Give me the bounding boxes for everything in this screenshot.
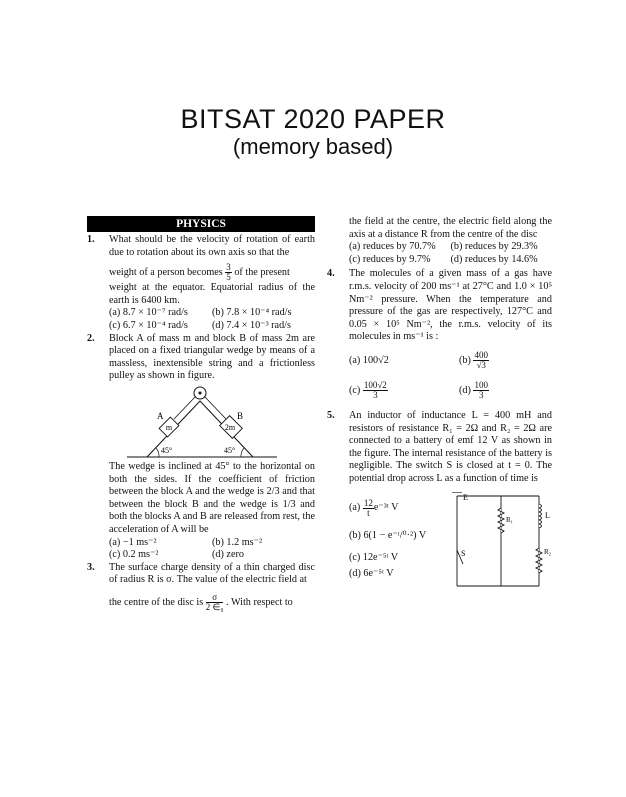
resistor-r1 [498, 508, 504, 533]
numerator: 3 [226, 262, 231, 273]
fraction [363, 499, 374, 518]
option-b[interactable] [419, 351, 552, 370]
inductor-label: L [545, 510, 550, 520]
option-row [349, 346, 552, 376]
option-value: 100√2 [362, 354, 389, 366]
angle-left-label: 45° [161, 445, 173, 455]
question-2 [87, 333, 315, 383]
question-text: What should be the velocity of rotation of earth due to rotation about its own axis so that the [109, 234, 315, 258]
right-column [327, 216, 552, 592]
denominator: 3 [478, 390, 484, 401]
block-b-label: B [237, 410, 244, 421]
question-number: 2. [87, 332, 95, 344]
resistor-r2 [536, 548, 542, 573]
options [109, 537, 315, 562]
angle-arc-right [241, 448, 244, 457]
option-d[interactable]: (d) 6e⁻⁵ᵗ V [349, 567, 394, 579]
option-label: (b) [349, 530, 361, 542]
question-text: the field at the centre, the electric field along the axis at a distance R from the centre of the disc [349, 216, 552, 240]
question-1 [87, 234, 315, 333]
option[interactable]: (b) 1.2 ms⁻² [212, 536, 263, 548]
option-c[interactable]: (c) 12e⁻⁵ᵗ V [349, 551, 399, 563]
paper-subtitle: (memory based) [232, 134, 394, 159]
option[interactable]: (b) reduces by 29.3% [450, 241, 538, 253]
option-label: (d) [459, 385, 471, 397]
option-c[interactable] [349, 381, 419, 400]
denominator: 5 [226, 272, 231, 283]
fraction [363, 381, 388, 400]
numerator: σ [206, 593, 224, 603]
wedge-pulley-figure [87, 383, 315, 461]
question-3-continued [327, 216, 552, 266]
angle-arc-left [156, 448, 159, 457]
question-number: 3. [87, 561, 95, 573]
fraction [225, 263, 232, 282]
option-value: 6(1 − e⁻ᵗ/⁰·²) V [363, 530, 427, 542]
inductor-coil [539, 504, 542, 528]
r1-label: R₁ [506, 515, 514, 524]
question-number: 5. [327, 409, 335, 421]
question-text: . With respect to [226, 596, 293, 608]
r2-label: R₂ [544, 547, 552, 556]
question-text-line [109, 263, 315, 282]
denominator: t [367, 508, 370, 518]
left-column [87, 216, 315, 612]
pulley-axle [199, 391, 202, 394]
question-5 [327, 410, 552, 592]
string-left [174, 397, 195, 419]
denominator: √3 [476, 360, 486, 371]
numerator: 100√2 [363, 380, 387, 391]
mass-b-label: 2m [224, 422, 236, 432]
numerator: 12 [363, 498, 373, 508]
question-number: 1. [87, 234, 95, 245]
option-label: (a) [349, 502, 361, 514]
option[interactable]: (c) 0.2 ms⁻² [109, 549, 159, 561]
options [109, 307, 315, 332]
option-a[interactable] [349, 496, 449, 522]
option[interactable]: (a) −1 ms⁻² [109, 536, 157, 548]
options [349, 241, 552, 266]
question-text: Block A of mass m and block B of mass 2m are placed on a fixed triangular wedge by means of a massless, inextensible string and a frictionless pulley as shown in figure. [109, 332, 315, 382]
denominator: 3 [373, 390, 378, 401]
question-number: 4. [327, 268, 335, 280]
question-text: The surface charge density of a thin charged disc of radius R is σ. The value of the electric field at [109, 561, 315, 586]
fraction [473, 381, 489, 400]
question-text: weight of a person becomes [109, 267, 223, 279]
denominator: 2 ∈₀ [205, 601, 224, 612]
option-label: (c) [349, 385, 361, 397]
question-text: The molecules of a given mass of a gas have r.m.s. velocity of 200 ms⁻¹ at 27°C and 1.0 × 10⁵ Nm⁻² pressure. When the temperature and pressure of the gas are respectively, 127°C and 0.05 × 10⁵ Nm⁻², the r.m.s. velocity of its molecules in ms⁻¹ is : [349, 268, 552, 343]
switch-label: S [461, 548, 466, 558]
option[interactable]: (b) 7.8 × 10⁻⁴ rad/s [212, 307, 292, 319]
fraction [473, 351, 489, 370]
q5-options [349, 496, 449, 581]
question-2-continued [87, 461, 315, 562]
fraction [206, 593, 224, 612]
numerator: 100 [474, 380, 488, 391]
question-text: The wedge is inclined at 45° to the horizontal on both the sides. If the coefficient of friction between the block A and the wedge is 2/3 and that between the block B and the wedge is 1/3 and both the blocks A and B are released from rest, the acceleration of A will be [109, 460, 315, 535]
angle-right-label: 45° [224, 445, 236, 455]
option[interactable]: (d) 7.4 × 10⁻³ rad/s [212, 319, 291, 331]
string-right [205, 397, 226, 419]
option[interactable]: (c) 6.7 × 10⁻⁴ rad/s [109, 319, 188, 331]
option-value: e⁻³ᵗ V [373, 502, 399, 514]
question-text: the centre of the disc is [109, 596, 204, 608]
section-heading: PHYSICS [87, 216, 315, 232]
lr-circuit-figure [449, 492, 555, 590]
q5-options-and-figure [349, 492, 552, 592]
battery-label: E [463, 492, 468, 502]
paper-title: BITSAT 2020 PAPER [180, 104, 446, 134]
question-4 [327, 268, 552, 406]
numerator: 400 [474, 350, 488, 361]
block-a-label: A [157, 410, 164, 421]
option[interactable]: (a) 8.7 × 10⁻⁷ rad/s [109, 307, 188, 319]
option-label: (a) [349, 354, 361, 366]
option-a[interactable] [349, 355, 419, 368]
option[interactable]: (c) reduces by 9.7% [349, 253, 431, 265]
mass-a-label: m [165, 422, 173, 432]
question-3 [87, 562, 315, 612]
option-row [349, 376, 552, 406]
option-b[interactable] [349, 522, 449, 552]
option-d[interactable] [419, 381, 552, 400]
option[interactable]: (d) zero [212, 549, 244, 561]
question-text: An inductor of inductance L = 400 mH and resistors of resistance R₁ = 2Ω and R₂ = 2Ω are connected to a battery of emf 12 V as shown in the figure. The internal resistance of the battery is negligible. The switch S is closed at t = 0. The potential drop across L as a function of time is [349, 409, 552, 484]
option[interactable]: (a) reduces by 70.7% [349, 241, 436, 253]
option-label: (b) [459, 355, 471, 367]
question-text-line [109, 593, 315, 612]
question-text: of the present [234, 267, 290, 279]
question-text: weight at the equator. Equatorial radius of the earth is 6400 km. [109, 282, 315, 306]
option[interactable]: (d) reduces by 14.6% [450, 253, 538, 265]
